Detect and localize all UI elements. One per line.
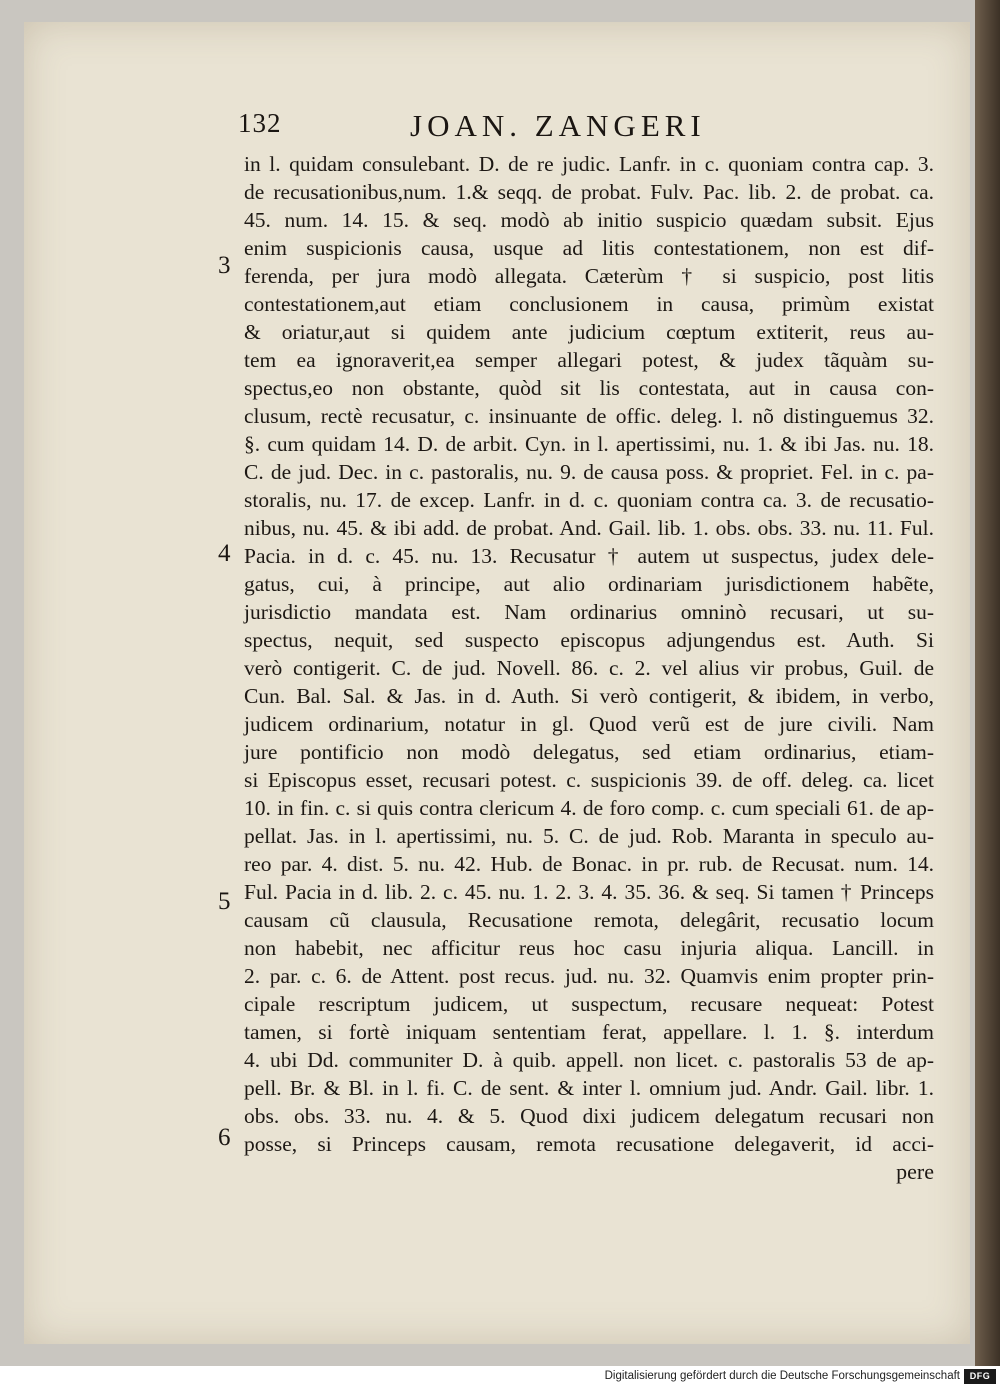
dfg-logo-icon: DFG bbox=[964, 1369, 996, 1384]
text-line: causam cũ clausula, Recusatione remota, delegârit, recusatio locum bbox=[244, 908, 934, 932]
margin-number-4: 4 bbox=[218, 540, 231, 567]
text-line: pell. Br. & Bl. in l. fi. C. de sent. & inter l. omnium jud. Andr. Gail. libr. 1. bbox=[244, 1076, 934, 1100]
text-line: obs. obs. 33. nu. 4. & 5. Quod dixi judicem delegatum recusari non bbox=[244, 1104, 934, 1128]
text-line: jurisdictio mandata est. Nam ordinarius omninò recusari, ut su- bbox=[244, 600, 934, 624]
text-line: 2. par. c. 6. de Attent. post recus. jud. nu. 32. Quamvis enim propter prin- bbox=[244, 964, 934, 988]
footer-bar bbox=[0, 1366, 1000, 1389]
text-line: contestationem,aut etiam conclusionem in causa, primùm existat bbox=[244, 292, 934, 316]
text-line: clusum, rectè recusatur, c. insinuante de offic. deleg. l. nõ distinguemus 32. bbox=[244, 404, 934, 428]
text-line: 45. num. 14. 15. & seq. modò ab initio suspicio quædam subsit. Ejus bbox=[244, 208, 934, 232]
margin-number-3: 3 bbox=[218, 252, 231, 279]
text-line: judicem ordinarium, notatur in gl. Quod verũ est de jure civili. Nam bbox=[244, 712, 934, 736]
text-line: pellat. Jas. in l. apertissimi, nu. 5. C. de jud. Rob. Maranta in speculo au- bbox=[244, 824, 934, 848]
body-text bbox=[244, 150, 934, 1186]
text-line: verò contigerit. C. de jud. Novell. 86. c. 2. vel alius vir probus, Guil. de bbox=[244, 656, 934, 680]
text-line: spectus, nequit, sed suspecto episcopus adjungendus est. Auth. Si bbox=[244, 628, 934, 652]
catchword: pere bbox=[896, 1159, 934, 1184]
text-line: 10. in fin. c. si quis contra clericum 4. de foro comp. c. cum speciali 61. de ap- bbox=[244, 796, 934, 820]
margin-number-6: 6 bbox=[218, 1124, 231, 1151]
text-line: gatus, cui, à principe, aut alio ordinariam jurisdictionem habẽte, bbox=[244, 572, 934, 596]
text-line: jure pontificio non modò delegatus, sed etiam ordinarius, etiam- bbox=[244, 740, 934, 764]
text-line: tamen, si fortè iniquam sententiam ferat, appellare. l. 1. §. interdum bbox=[244, 1020, 934, 1044]
running-head-title: JOAN. ZANGERI bbox=[410, 108, 706, 143]
text-line: Cun. Bal. Sal. & Jas. in d. Auth. Si verò contigerit, & ibidem, in verbo, bbox=[244, 684, 934, 708]
funding-credit: Digitalisierung gefördert durch die Deutsche Forschungsgemeinschaft bbox=[604, 1370, 960, 1382]
text-line: Pacia. in d. c. 45. nu. 13. Recusatur † autem ut suspectus, judex dele- bbox=[244, 544, 934, 568]
text-line: non habebit, nec afficitur reus hoc casu injuria aliqua. Lancill. in bbox=[244, 936, 934, 960]
text-line: 4. ubi Dd. communiter D. à quib. appell. non licet. c. pastoralis 53 de ap- bbox=[244, 1048, 934, 1072]
running-head bbox=[238, 108, 938, 148]
text-line: §. cum quidam 14. D. de arbit. Cyn. in l. apertissimi, nu. 1. & ibi Jas. nu. 18. bbox=[244, 432, 934, 456]
text-line: spectus,eo non obstante, quòd sit lis contestata, aut in causa con- bbox=[244, 376, 934, 400]
book-binding-edge bbox=[975, 0, 1000, 1366]
text-line: storalis, nu. 17. de excep. Lanfr. in d. c. quoniam contra ca. 3. de recusatio- bbox=[244, 488, 934, 512]
text-line: & oriatur,aut si quidem ante judicium cœptum extiterit, reus au- bbox=[244, 320, 934, 344]
text-line: nibus, nu. 45. & ibi add. de probat. And. Gail. lib. 1. obs. obs. 33. nu. 11. Ful. bbox=[244, 516, 934, 540]
text-line: tem ea ignoraverit,ea semper allegari potest, & judex tãquàm su- bbox=[244, 348, 934, 372]
text-line: de recusationibus,num. 1.& seqq. de probat. Fulv. Pac. lib. 2. de probat. ca. bbox=[244, 180, 934, 204]
text-line: cipale rescriptum judicem, ut suspectum, recusare nequeat: Potest bbox=[244, 992, 934, 1016]
page-number: 132 bbox=[238, 108, 282, 138]
text-line: in l. quidam consulebant. D. de re judic. Lanfr. in c. quoniam contra cap. 3. bbox=[244, 152, 934, 176]
text-line: posse, si Princeps causam, remota recusatione delegaverit, id acci- bbox=[244, 1132, 934, 1156]
text-line: Ful. Pacia in d. lib. 2. c. 45. nu. 1. 2. 3. 4. 35. 36. & seq. Si tamen † Princeps bbox=[244, 880, 934, 904]
text-line: reo par. 4. dist. 5. nu. 42. Hub. de Bonac. in pr. rub. de Recusat. num. 14. bbox=[244, 852, 934, 876]
text-line: ferenda, per jura modò allegata. Cæterùm † si suspicio, post litis bbox=[244, 264, 934, 288]
text-line: si Episcopus esset, recusari potest. c. suspicionis 39. de off. deleg. ca. licet bbox=[244, 768, 934, 792]
text-line: C. de jud. Dec. in c. pastoralis, nu. 9. de causa poss. & propriet. Fel. in c. pa- bbox=[244, 460, 934, 484]
margin-number-5: 5 bbox=[218, 888, 231, 915]
text-line: enim suspicionis causa, usque ad litis contestationem, non est dif- bbox=[244, 236, 934, 260]
